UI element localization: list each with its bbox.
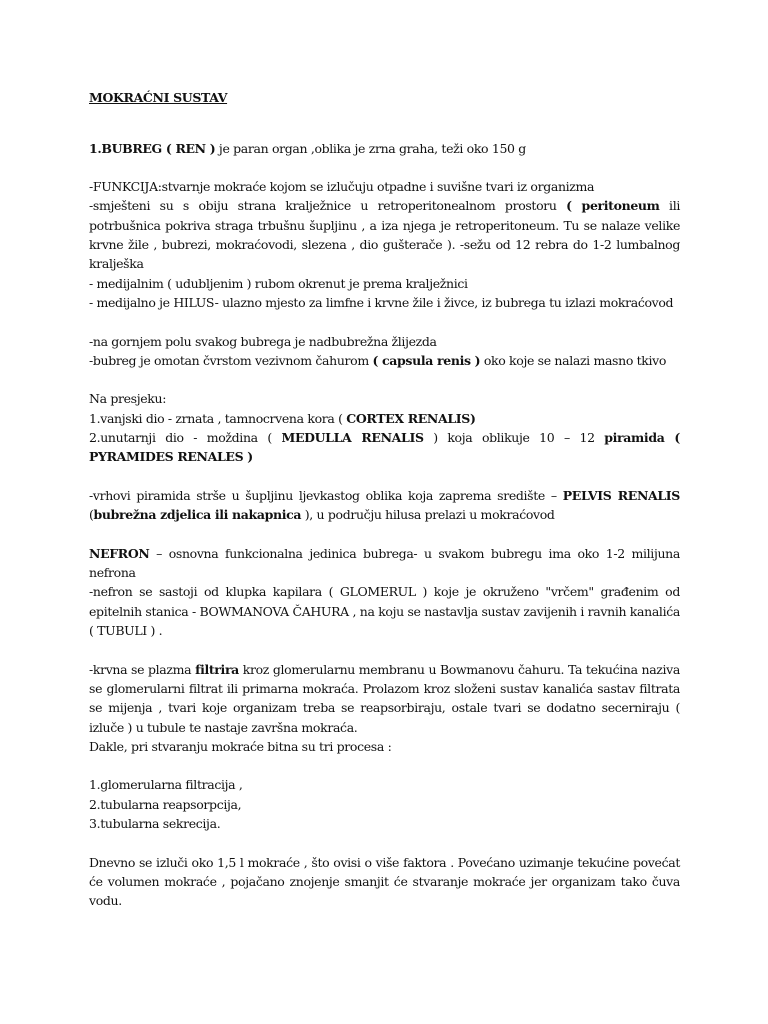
paragraph-smjesteni: -smješteni su s obiju strana kralježnice u retroperitonealnom prostoru ( peritoneum ili potrbušnica pokriva straga trbušnu šupljinu , a iza njega je retroperitoneum. Tu se nalaze velike krvne žile , bubrezi, mokraćovodi, slezena , dio gušterače ). -sežu od 12 rebra do 1-2 lumbalnog kralješka — [89, 198, 680, 272]
list-item-proces: 3.tubularna sekrecija. — [89, 815, 221, 831]
paragraph-funkcija: -FUNKCIJA:stvarnje mokraće kojom se izlučuju otpadne i suvišne tvari iz organizma — [89, 179, 595, 195]
list-item-proces: 2.tubularna reapsorpcija, — [89, 796, 242, 812]
paragraph-nefron: NEFRON – osnovna funkcionalna jedinica bubrega- u svakom bubregu ima oko 1-2 milijuna nefrona — [89, 545, 680, 581]
paragraph-hilus: - medijalno je HILUS- ulazno mjesto za limfne i krvne žile i živce, iz bubrega tu izlazi mokraćovod — [89, 294, 674, 310]
list-item-proces: 1.glomerularna filtracija , — [89, 777, 243, 793]
paragraph-unutarnji-dio: 2.unutarnji dio - moždina ( MEDULLA RENALIS ) koja oblikuje 10 – 12 piramida ( PYRAMIDES RENALES ) — [89, 430, 680, 465]
document-page — [89, 88, 680, 910]
paragraph-na-presjeku: Na presjeku: — [89, 391, 167, 407]
paragraph-krvna-plazma: -krvna se plazma filtrira kroz glomerularnu membranu u Bowmanovu čahuru. Ta tekućina naziva se glomerularni filtrat ili primarna mokraća. Prolazom kroz složeni sustav kanalića sastav filtrata se mijenja , tvari koje organizam treba se reapsorbiraju, ostale tvari se dodatno secerniraju ( izluče ) u tubule te nastaje završna mokraća. — [89, 661, 680, 735]
paragraph-dnevno: Dnevno se izluči oko 1,5 l mokraće , što ovisi o više faktora . Povećano uzimanje tekućine povećat će volumen mokraće , pojačano znojenje smanjit će stvaranje mokraće jer organizam tako čuva vodu. — [89, 854, 680, 909]
section-heading-bubreg: 1.BUBREG ( REN ) — [89, 140, 216, 156]
section-bubreg-intro: 1.BUBREG ( REN ) je paran organ ,oblika je zrna graha, teži oko 150 g — [89, 140, 526, 156]
paragraph-vanjski-dio: 1.vanjski dio - zrnata , tamnocrvena kora ( CORTEX RENALIS) — [89, 410, 476, 426]
paragraph-vrhovi-piramida: -vrhovi piramida strše u šupljinu ljevkastog oblika koja zaprema središte – PELVIS RENALIS (bubrežna zdjelica ili nakapnica ), u području hilusa prelazi u mokraćovod — [89, 487, 680, 523]
paragraph-dakle: Dakle, pri stvaranju mokraće bitna su tri procesa : — [89, 738, 392, 754]
document-title: MOKRAĆNI SUSTAV — [89, 90, 228, 105]
paragraph-gornjem-polu: -na gornjem polu svakog bubrega je nadbubrežna žlijezda — [89, 333, 437, 349]
paragraph-medijalnim: - medijalnim ( udubljenim ) rubom okrenut je prema kralježnici — [89, 275, 468, 291]
paragraph-omotan: -bubreg je omotan čvrstom vezivnom čahurom ( capsula renis ) oko koje se nalazi masno tkivo — [89, 352, 667, 368]
paragraph-nefron-sastoji: -nefron se sastoji od klupka kapilara ( GLOMERUL ) koje je okruženo "vrčem" građenim od epitelnih stanica - BOWMANOVA ČAHURA , na koju se nastavlja sustav zavijenih i ravnih kanalića ( TUBULI ) . — [89, 584, 680, 639]
